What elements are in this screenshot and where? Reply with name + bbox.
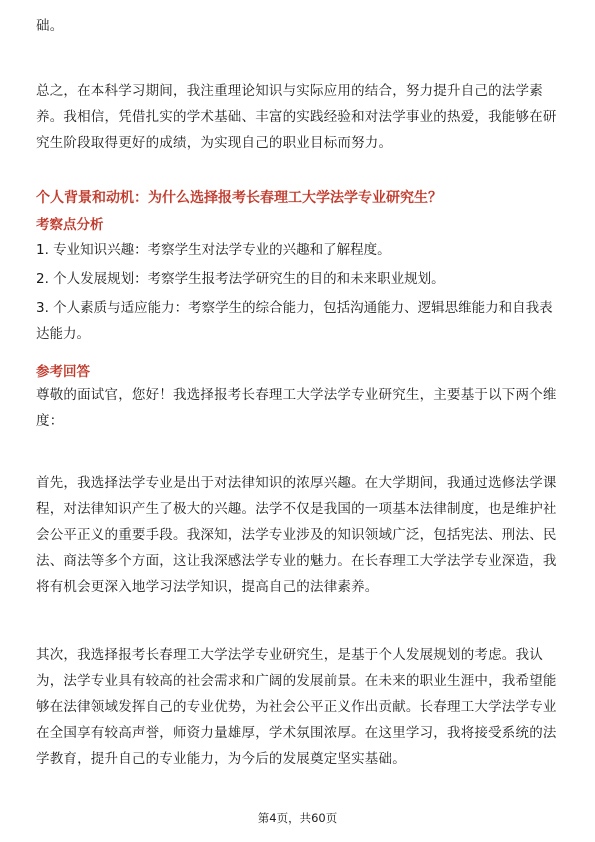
summary-paragraph: 总之，在本科学习期间，我注重理论知识与实际应用的结合，努力提升自己的法学素养。我相信，凭借扎实的学术基础、丰富的实践经验和对法学事业的热爱，我能够在研究生阶段取得更好的成绩，为实现自己的职业目标而努力。 bbox=[36, 83, 557, 151]
question-title: 个人背景和动机：为什么选择报考长春理工大学法学专业研究生？ bbox=[36, 190, 442, 206]
analysis-heading: 考察点分析 bbox=[36, 217, 104, 233]
answer-paragraph: 尊敬的面试官，您好！我选择报考长春理工大学法学专业研究生，主要基于以下两个维度： bbox=[36, 387, 557, 429]
answer-paragraph: 首先，我选择法学专业是出于对法律知识的浓厚兴趣。在大学期间，我通过选修法学课程，对法律知识产生了极大的兴趣。法学不仅是我国的一项基本法律制度，也是维护社会公平正义的重要手段。我深知，法学专业涉及的知识领域广泛，包括宪法、刑法、民法、商法等多个方面，这让我深感法学专业的魅力。在长春理工大学法学专业深造，我将有机会更深入地学习法学知识，提高自己的法律素养。 bbox=[36, 475, 557, 595]
analysis-item: 3. 个人素质与适应能力：考察学生的综合能力，包括沟通能力、逻辑思维能力和自我表达能力。 bbox=[36, 300, 553, 342]
answer-heading: 参考回答 bbox=[36, 364, 90, 380]
analysis-item: 2. 个人发展规划：考察学生报考法学研究生的目的和未来职业规划。 bbox=[36, 271, 445, 287]
page-number: 第4页，共60页 bbox=[257, 811, 338, 825]
answer-paragraph: 其次，我选择报考长春理工大学法学专业研究生，是基于个人发展规划的考虑。我认为，法学专业具有较高的社会需求和广阔的发展前景。在未来的职业生涯中，我希望能够在法律领域发挥自己的专业优势，为社会公平正义作出贡献。长春理工大学法学专业在全国享有较高声誉，师资力量雄厚，学术氛围浓厚。在这里学习，我将接受系统的法学教育，提升自己的专业能力，为今后的发展奠定坚实基础。 bbox=[36, 647, 557, 767]
intro-tail-text: 础。 bbox=[36, 18, 64, 34]
analysis-item: 1. 专业知识兴趣：考察学生对法学专业的兴趣和了解程度。 bbox=[36, 242, 391, 258]
